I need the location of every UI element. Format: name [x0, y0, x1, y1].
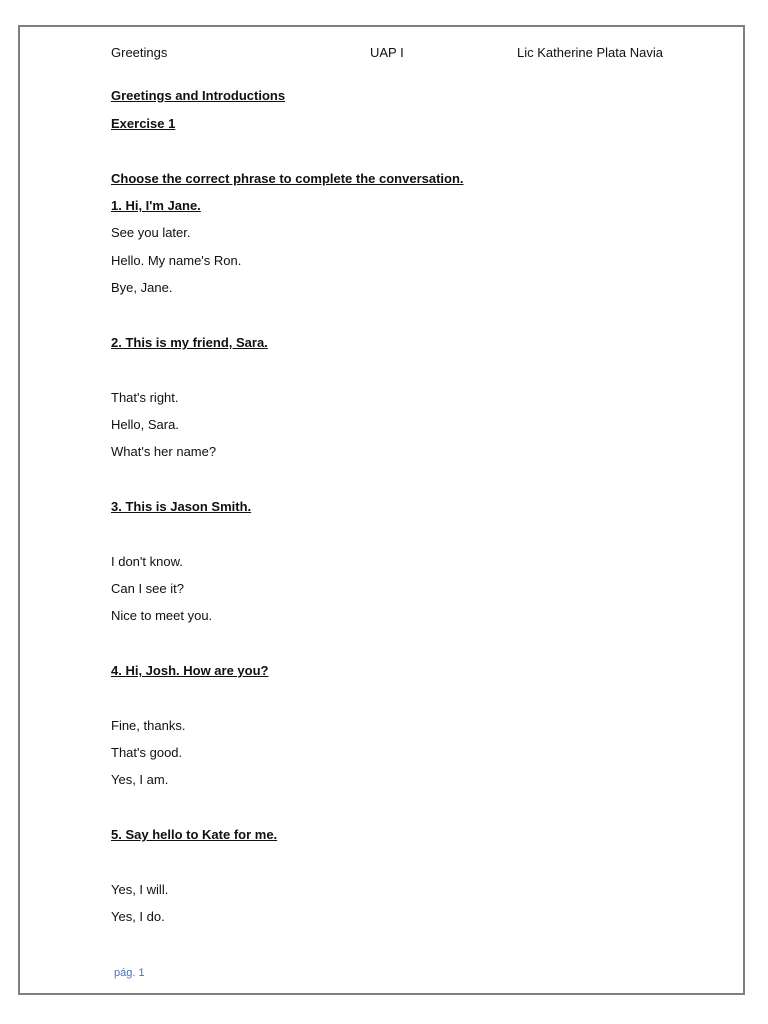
page-number: pág. 1	[114, 967, 145, 979]
answer-option: Hello, Sara.	[111, 417, 179, 432]
header-center: UAP I	[370, 45, 404, 60]
answer-option: Yes, I am.	[111, 772, 169, 787]
document-title: Greetings and Introductions	[111, 88, 286, 103]
answer-option: That's good.	[111, 745, 183, 760]
answer-option: Can I see it?	[111, 581, 184, 596]
question-prompt: 4. Hi, Josh. How are you?	[111, 663, 269, 678]
answer-option: Fine, thanks.	[111, 718, 186, 733]
question-prompt: 2. This is my friend, Sara.	[111, 335, 268, 350]
question-prompt: 1. Hi, I'm Jane.	[111, 198, 201, 213]
exercise-heading: Exercise 1	[111, 116, 176, 131]
answer-option: That's right.	[111, 390, 179, 405]
document-page	[18, 25, 745, 995]
question-prompt: 3. This is Jason Smith.	[111, 499, 252, 514]
answer-option: Bye, Jane.	[111, 280, 173, 295]
header-right: Lic Katherine Plata Navia	[517, 45, 663, 60]
answer-option: I don't know.	[111, 554, 183, 569]
answer-option: Yes, I will.	[111, 882, 169, 897]
header-left: Greetings	[111, 45, 168, 60]
answer-option: What's her name?	[111, 444, 217, 459]
question-prompt: 5. Say hello to Kate for me.	[111, 827, 278, 842]
instruction-text: Choose the correct phrase to complete the conversation.	[111, 171, 464, 186]
answer-option: Yes, I do.	[111, 909, 165, 924]
answer-option: Hello. My name's Ron.	[111, 253, 242, 268]
answer-option: See you later.	[111, 225, 191, 240]
answer-option: Nice to meet you.	[111, 608, 213, 623]
